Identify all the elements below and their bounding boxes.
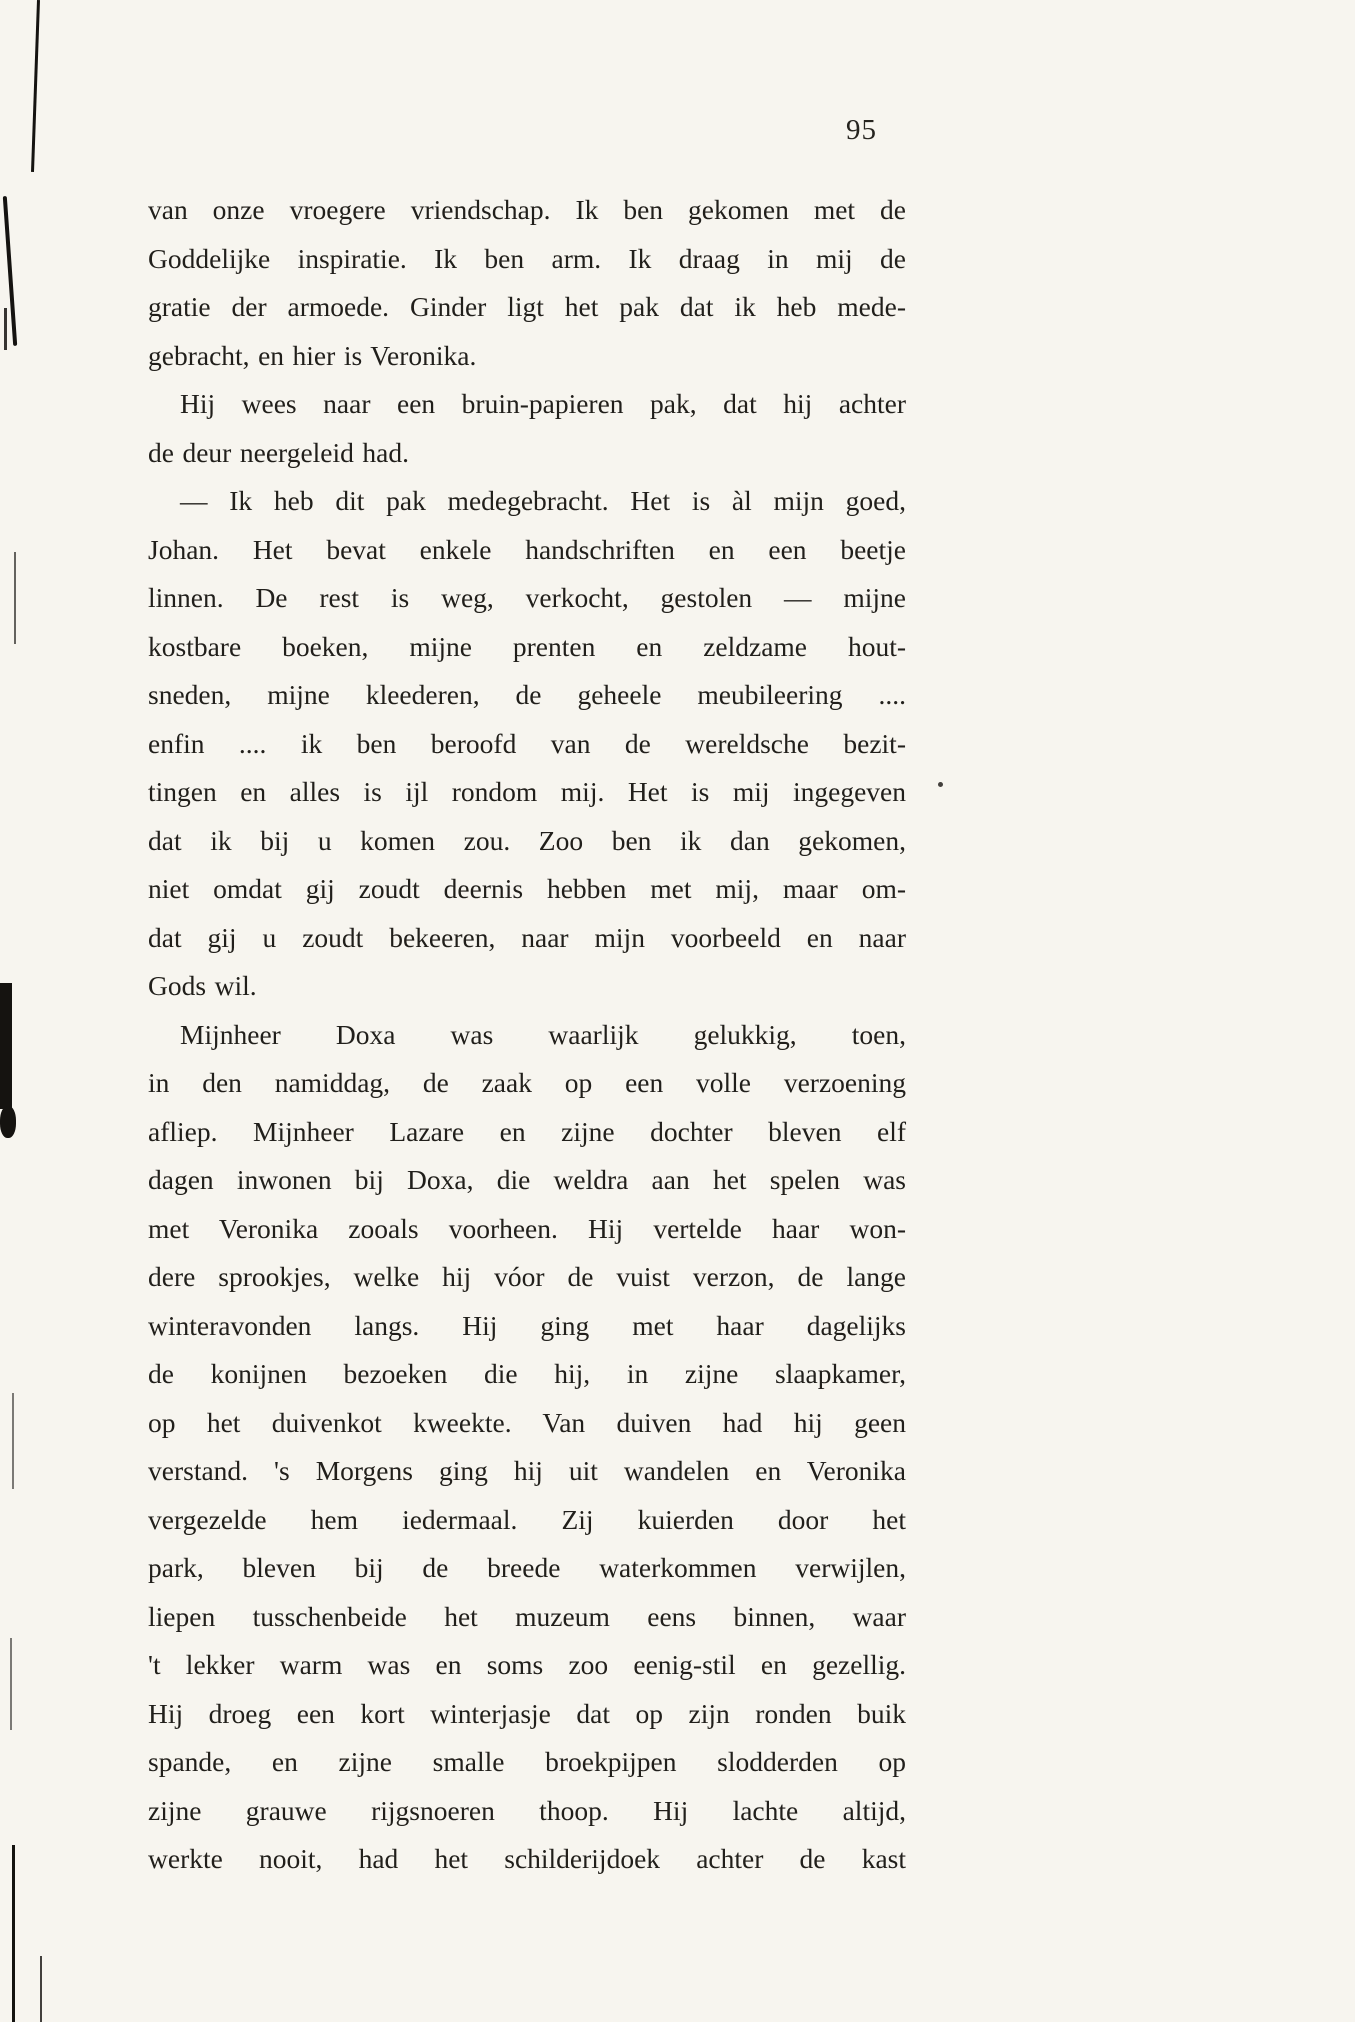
text-line: afliep. Mijnheer Lazare en zijne dochter bleven elf [148, 1115, 906, 1147]
page-text [148, 186, 906, 1884]
text-line: van onze vroegere vriendschap. Ik ben gekomen met de [148, 194, 906, 225]
scan-artifact [14, 552, 16, 644]
text-line: tingen en alles is ijl rondom mij. Het is mij ingegeven [148, 776, 906, 807]
text-line: gratie der armoede. Ginder ligt het pak dat ik heb mede- [148, 291, 906, 322]
scan-artifact [0, 983, 12, 1109]
scan-artifact [938, 782, 943, 787]
text-line: Hij wees naar een bruin-papieren pak, dat hij achter [180, 388, 906, 419]
text-line: dere sprookjes, welke hij vóor de vuist verzon, de lange [148, 1261, 906, 1292]
scan-artifact [10, 1638, 12, 1730]
text-line: verstand. 's Morgens ging hij uit wandelen en Veronika [148, 1455, 906, 1486]
text-line: dat gij u zoudt bekeeren, naar mijn voorbeeld en naar [148, 921, 906, 953]
text-line: park, bleven bij de breede waterkommen verwijlen, [148, 1552, 906, 1583]
text-line: 't lekker warm was en soms zoo eenig-stil en gezellig. [148, 1649, 906, 1680]
text-line: op het duivenkot kweekte. Van duiven had hij geen [148, 1406, 906, 1438]
text-line: Goddelijke inspiratie. Ik ben arm. Ik draag in mij de [148, 242, 906, 274]
scan-artifact [12, 1845, 15, 2022]
text-line: vergezelde hem iedermaal. Zij kuierden door het [148, 1503, 906, 1535]
text-line: met Veronika zooals voorheen. Hij vertelde haar won- [148, 1212, 906, 1244]
scan-artifact [4, 308, 7, 350]
text-line: dat ik bij u komen zou. Zoo ben ik dan gekomen, [148, 824, 906, 856]
text-line: linnen. De rest is weg, verkocht, gestolen — mijne [148, 582, 906, 613]
scan-artifact [0, 1106, 16, 1138]
text-line: niet omdat gij zoudt deernis hebben met mij, maar om- [148, 873, 906, 904]
text-line: de konijnen bezoeken die hij, in zijne slaapkamer, [148, 1358, 906, 1389]
text-line: de deur neergeleid had. [148, 436, 409, 468]
text-line: sneden, mijne kleederen, de geheele meubileering .... [148, 679, 906, 710]
text-line: gebracht, en hier is Veronika. [148, 339, 477, 371]
text-line: zijne grauwe rijgsnoeren thoop. Hij lachte altijd, [148, 1794, 906, 1826]
text-line: Hij droeg een kort winterjasje dat op zijn ronden buik [148, 1697, 906, 1729]
text-line: winteravonden langs. Hij ging met haar dagelijks [148, 1309, 906, 1341]
text-line: kostbare boeken, mijne prenten en zeldzame hout- [148, 630, 906, 662]
scan-artifact [12, 1393, 14, 1489]
text-line: enfin .... ik ben beroofd van de wereldsche bezit- [148, 727, 906, 759]
page-number: 95 [846, 114, 877, 146]
text-line: Mijnheer Doxa was waarlijk gelukkig, toen, [180, 1018, 906, 1050]
text-line: in den namiddag, de zaak op een volle verzoening [148, 1067, 906, 1098]
scan-artifact [31, 0, 40, 172]
text-line: Johan. Het bevat enkele handschriften en een beetje [148, 533, 906, 565]
text-line: — Ik heb dit pak medegebracht. Het is àl mijn goed, [180, 485, 906, 516]
text-line: spande, en zijne smalle broekpijpen slodderden op [148, 1746, 906, 1777]
text-line: dagen inwonen bij Doxa, die weldra aan het spelen was [148, 1164, 906, 1195]
text-line: werkte nooit, had het schilderijdoek achter de kast [148, 1843, 906, 1874]
text-line: Gods wil. [148, 970, 257, 1001]
text-line: liepen tusschenbeide het muzeum eens binnen, waar [148, 1600, 906, 1632]
scan-artifact [40, 1956, 42, 2022]
